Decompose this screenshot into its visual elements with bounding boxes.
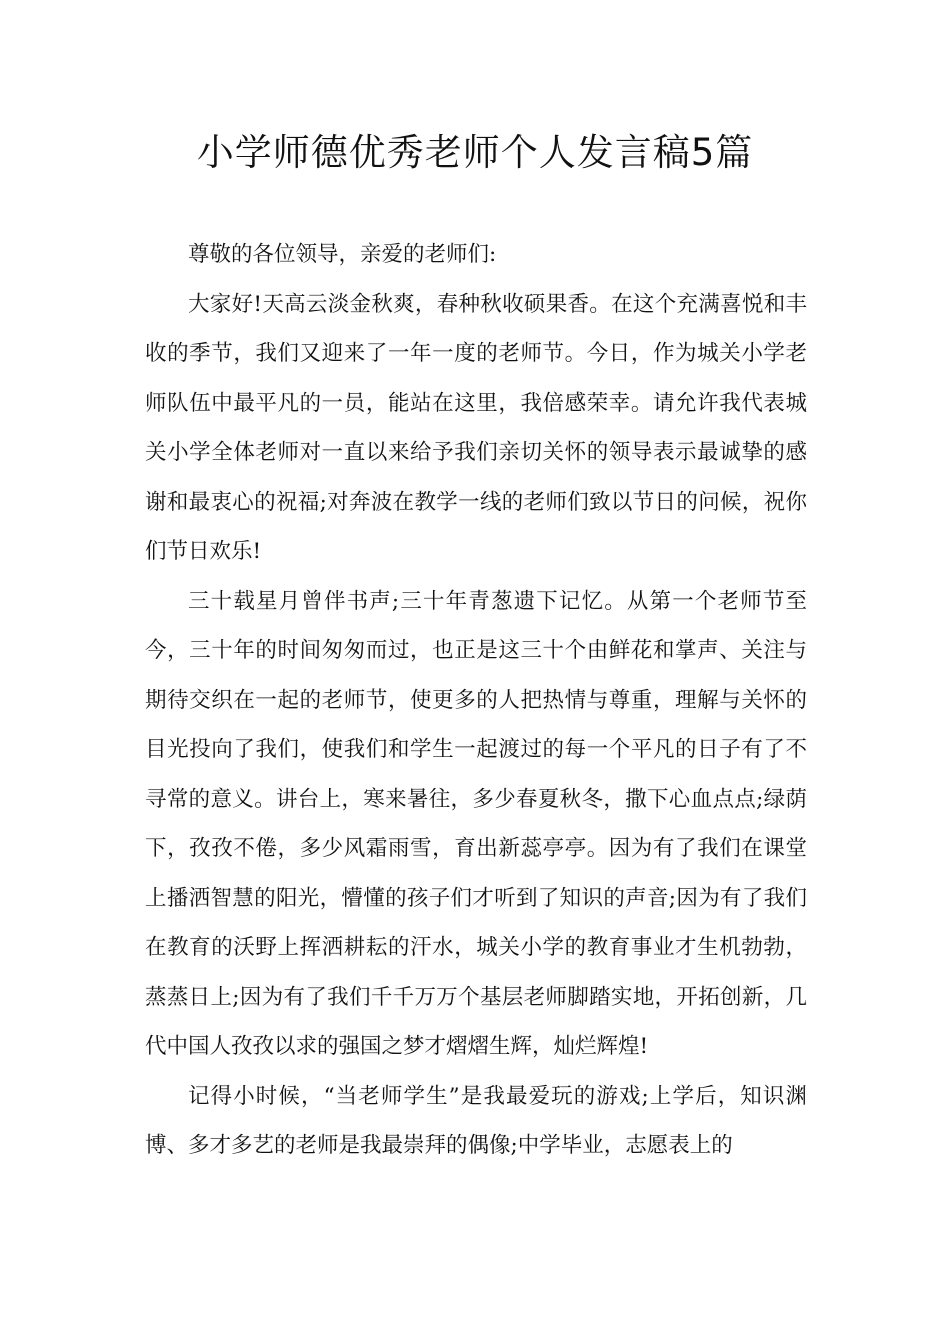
body-paragraph: 记得小时候，“当老师学生”是我最爱玩的游戏;上学后，知识渊博、多才多艺的老师是我最崇拜的偶像;中学毕业，志愿表上的 [145,1083,807,1158]
body-paragraph: 大家好!天高云淡金秋爽，春种秋收硕果香。在这个充满喜悦和丰收的季节，我们又迎来了一年一度的老师节。今日，作为城关小学老师队伍中最平凡的一员，能站在这里，我倍感荣幸。请允许我代表城关小学全体老师对一直以来给予我们亲切关怀的领导表示最诚挚的感谢和最衷心的祝福;对奔波在教学一线的老师们致以节日的问候，祝你们节日欢乐! [145,291,807,564]
body-paragraph: 三十载星月曾伴书声;三十年青葱遗下记忆。从第一个老师节至今，三十年的时间匆匆而过，也正是这三十个由鲜花和掌声、关注与期待交织在一起的老师节，使更多的人把热情与尊重，理解与关怀的目光投向了我们，使我们和学生一起渡过的每一个平凡的日子有了不寻常的意义。讲台上，寒来暑往，多少春夏秋冬，撒下心血点点;绿荫下，孜孜不倦，多少风霜雨雪，育出新蕊亭亭。因为有了我们在课堂上播洒智慧的阳光，懵懂的孩子们才听到了知识的声音;因为有了我们在教育的沃野上挥洒耕耘的汗水，城关小学的教育事业才生机勃勃，蒸蒸日上;因为有了我们千千万万个基层老师脚踏实地，开拓创新，几代中国人孜孜以求的强国之梦才熠熠生辉，灿烂辉煌! [145,588,807,1059]
salutation-paragraph: 尊敬的各位领导，亲爱的老师们: [188,242,497,267]
document-body [145,230,807,1171]
document-title: 小学师德优秀老师个人发言稿5篇 [196,131,754,174]
